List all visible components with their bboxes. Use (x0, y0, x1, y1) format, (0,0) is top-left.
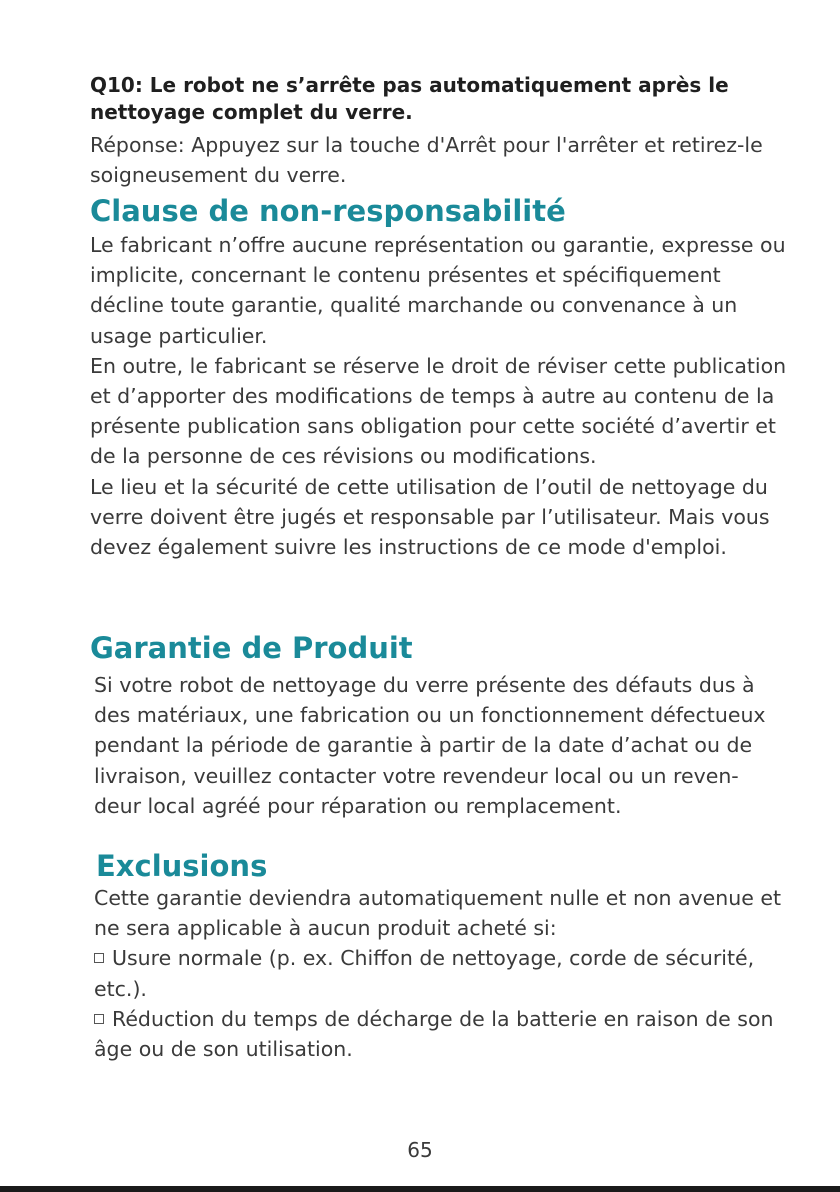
exclusion-item-text: Réduction du temps de décharge de la batterie en raison de son âge ou de son utilisation. (94, 1006, 774, 1062)
disclaimer-paragraph: Le lieu et la sécurité de cette utilisation de l’outil de nettoyage du verre doivent être jugés et responsable par l’utilisateur. Mais vous devez également suivre les instructions de ce mode d'emploi. (90, 474, 770, 560)
checkbox-bullet-icon (94, 1014, 104, 1024)
exclusions-body (94, 883, 784, 1064)
exclusion-item (94, 943, 784, 1003)
warranty-heading: Garantie de Produit (90, 631, 413, 665)
exclusion-item (94, 1004, 784, 1064)
disclaimer-body (90, 230, 790, 562)
faq-question: Q10: Le robot ne s’arrête pas automatiquement après le nettoyage complet du verre. (90, 73, 729, 124)
disclaimer-paragraph: Le fabricant n’offre aucune représentation ou garantie, expresse ou implicite, concernant le contenu présentes et spécifiquement décline toute garantie, qualité marchande ou convenance à un usage particulier. (90, 233, 786, 348)
exclusion-item-text: Usure normale (p. ex. Chiffon de nettoyage, corde de sécurité, etc.). (94, 946, 755, 1001)
checkbox-bullet-icon (94, 953, 104, 963)
bottom-divider (0, 1186, 840, 1192)
warranty-body (94, 670, 784, 821)
exclusions-intro: Cette garantie deviendra automatiquement nulle et non avenue et ne sera applicable à aucun produit acheté si: (94, 886, 782, 941)
warranty-paragraph: Si votre robot de nettoyage du verre présente des défauts dus à des matériaux, une fabrication ou un fonctionnement défectueux pendant la période de garantie à partir de la date d’achat ou de livraison, veuillez contacter votre revendeur local ou un reven-deur local agréé pour réparation ou remplacement. (94, 673, 766, 818)
page-number: 65 (407, 1138, 433, 1162)
exclusions-heading: Exclusions (96, 849, 268, 883)
faq-answer: Réponse: Appuyez sur la touche d'Arrêt pour l'arrêter et retirez-le soigneusement du verre. (90, 133, 763, 187)
disclaimer-heading: Clause de non-responsabilité (90, 194, 566, 228)
disclaimer-paragraph: En outre, le fabricant se réserve le droit de réviser cette publication et d’apporter des modifications de temps à autre au contenu de la présente publication sans obligation pour cette société d’avertir et de la personne de ces révisions ou modifications. (90, 353, 787, 469)
